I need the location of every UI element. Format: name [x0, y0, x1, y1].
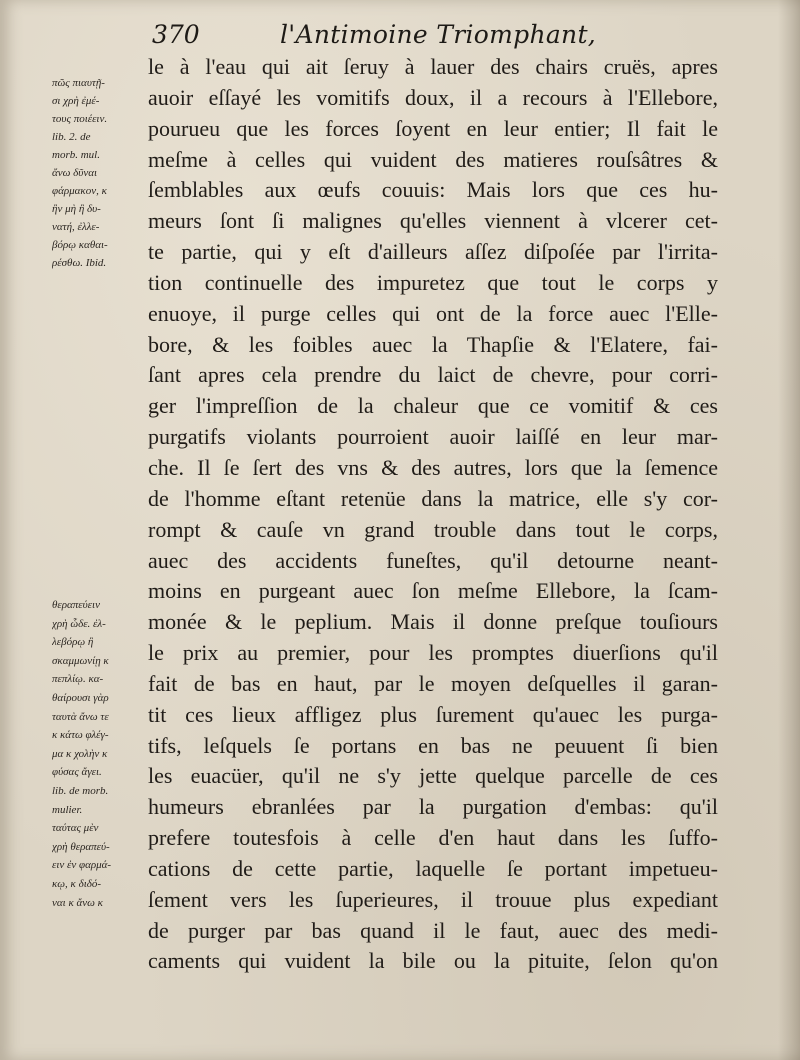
margin-note-line: θαίρουσι γὰρ: [52, 691, 109, 704]
margin-note-line: ἢν μὴ ἢ δυ-: [52, 203, 101, 215]
margin-note-line: κῳ, κ διδό-: [52, 877, 102, 890]
page-edge-shadow: [778, 0, 800, 1060]
margin-note-greek-1: [52, 74, 148, 272]
margin-note-line: ρέσθω. Ibid.: [52, 257, 107, 269]
text-line: moins en purgeant auec ſon meſme Ellebore, la ſcam-: [148, 578, 718, 604]
text-line: cations de cette partie, laquelle ſe portant impetueu-: [148, 855, 718, 881]
margin-note-line: σκαμμωνίῃ κ: [52, 654, 109, 667]
text-line: meurs ſont ſi malignes qu'elles viennent à vlcerer cet-: [148, 208, 718, 234]
text-line: humeurs ebranlées par la purgation d'embas: qu'il: [148, 794, 718, 820]
margin-note-line: ταύτας μὲν: [52, 822, 99, 835]
page-number: 370: [152, 20, 200, 49]
text-line: le prix au premier, pour les promptes diuerſions qu'il: [148, 640, 718, 666]
margin-note-line: βόρῳ καθαι-: [52, 239, 108, 251]
text-line: rompt & cauſe vn grand trouble dans tout le corps,: [148, 516, 718, 542]
text-line: auoir eſſayé les vomitifs doux, il a recours à l'Ellebore,: [148, 84, 718, 110]
text-line: tifs, leſquels ſe portans en bas ne peuuent ſi bien: [148, 732, 718, 758]
margin-note-line: μα κ χολὴν κ: [52, 747, 108, 760]
margin-note-line: λεβόρῳ ἢ: [52, 636, 94, 649]
margin-note-line: τους ποιέειν.: [52, 113, 108, 125]
margin-note-line: morb. mul.: [52, 149, 100, 161]
text-line: caments qui vuident la bile ou la pituite, ſelon qu'on: [148, 948, 718, 974]
margin-note-line: πεπλίῳ. κα-: [52, 673, 104, 686]
margin-note-line: ναι κ ἄνω κ: [52, 896, 103, 909]
margin-note-line: φύσας ἄγει.: [52, 766, 102, 779]
text-line: ſement vers les ſuperieures, il trouue plus expediant: [148, 886, 718, 912]
margin-note-line: ειν ἐν φαρμά-: [52, 859, 112, 872]
main-text-block: [148, 52, 718, 977]
text-line: auec des accidents funeſtes, qu'il detourne neant-: [148, 547, 718, 573]
margin-note-line: χρὴ ὧδε. ἐλ-: [52, 617, 106, 630]
running-title: l'Antimoine Triomphant,: [280, 20, 597, 49]
text-line: ſemblables aux œufs couuis: Mais lors que ces hu-: [148, 177, 718, 203]
margin-note-line: ἄνω δῦναι: [52, 167, 98, 179]
text-line: le à l'eau qui ait ſeruy à lauer des chairs cruës, apres: [148, 54, 718, 79]
margin-note-line: θεραπεύειν: [52, 599, 100, 611]
margin-note-line: lib. 2. de: [52, 131, 91, 143]
text-line: tit ces lieux affligez plus ſurement qu'auec les purga-: [148, 701, 718, 727]
margin-note-line: χρὴ θεραπεύ-: [52, 840, 110, 853]
margin-note-line: πῶς πιαυτῇ-: [52, 77, 105, 89]
text-line: monée & le peplium. Mais il donne preſque touſiours: [148, 609, 718, 635]
margin-note-line: mulier.: [52, 803, 83, 816]
text-line: tion continuelle des impuretez que tout le corps y: [148, 269, 718, 295]
text-line: de l'homme eſtant retenüe dans la matrice, elle s'y cor-: [148, 485, 718, 511]
text-line: te partie, qui y eſt d'ailleurs aſſez diſpoſée par l'irrita-: [148, 239, 718, 265]
margin-note-line: σι χρὴ ἐμέ-: [52, 95, 100, 107]
text-line: meſme à celles qui vuident des matieres rouſsâtres &: [148, 146, 718, 172]
margin-note-line: νατή, ἐλλε-: [52, 221, 100, 233]
margin-note-line: φάρμακον, κ: [52, 185, 107, 197]
text-line: che. Il ſe ſert des vns & des autres, lors que la ſemence: [148, 454, 718, 480]
margin-note-line: lib. de morb.: [52, 784, 109, 797]
margin-note-line: κ κάτω φλέγ-: [52, 729, 109, 742]
text-line: purgatifs violants pourroient auoir laiſſé en leur mar-: [148, 424, 718, 450]
text-line: enuoye, il purge celles qui ont de la force auec l'Elle-: [148, 300, 718, 326]
margin-note-line: ταυτὰ ἄνω τε: [52, 710, 109, 723]
text-line: fait de bas en haut, par le moyen deſquelles il garan-: [148, 670, 718, 696]
running-header: [150, 20, 780, 56]
text-line: pourueu que les forces ſoyent en leur entier; Il fait le: [148, 115, 718, 141]
text-line: de purger par bas quand il le faut, auec des medi-: [148, 917, 718, 943]
text-line: bore, & les foibles auec la Thapſie & l'Elatere, fai-: [148, 331, 718, 357]
text-line: prefere toutesfois à celle d'en haut dans les ſuffo-: [148, 825, 718, 851]
text-line: ſant apres cela prendre du laict de chevre, pour corri-: [148, 362, 718, 388]
text-line: ger l'impreſſion de la chaleur que ce vomitif & ces: [148, 393, 718, 419]
text-line: les euacüer, qu'il ne s'y jette quelque parcelle de ces: [148, 763, 718, 789]
margin-note-greek-2: [52, 596, 148, 912]
